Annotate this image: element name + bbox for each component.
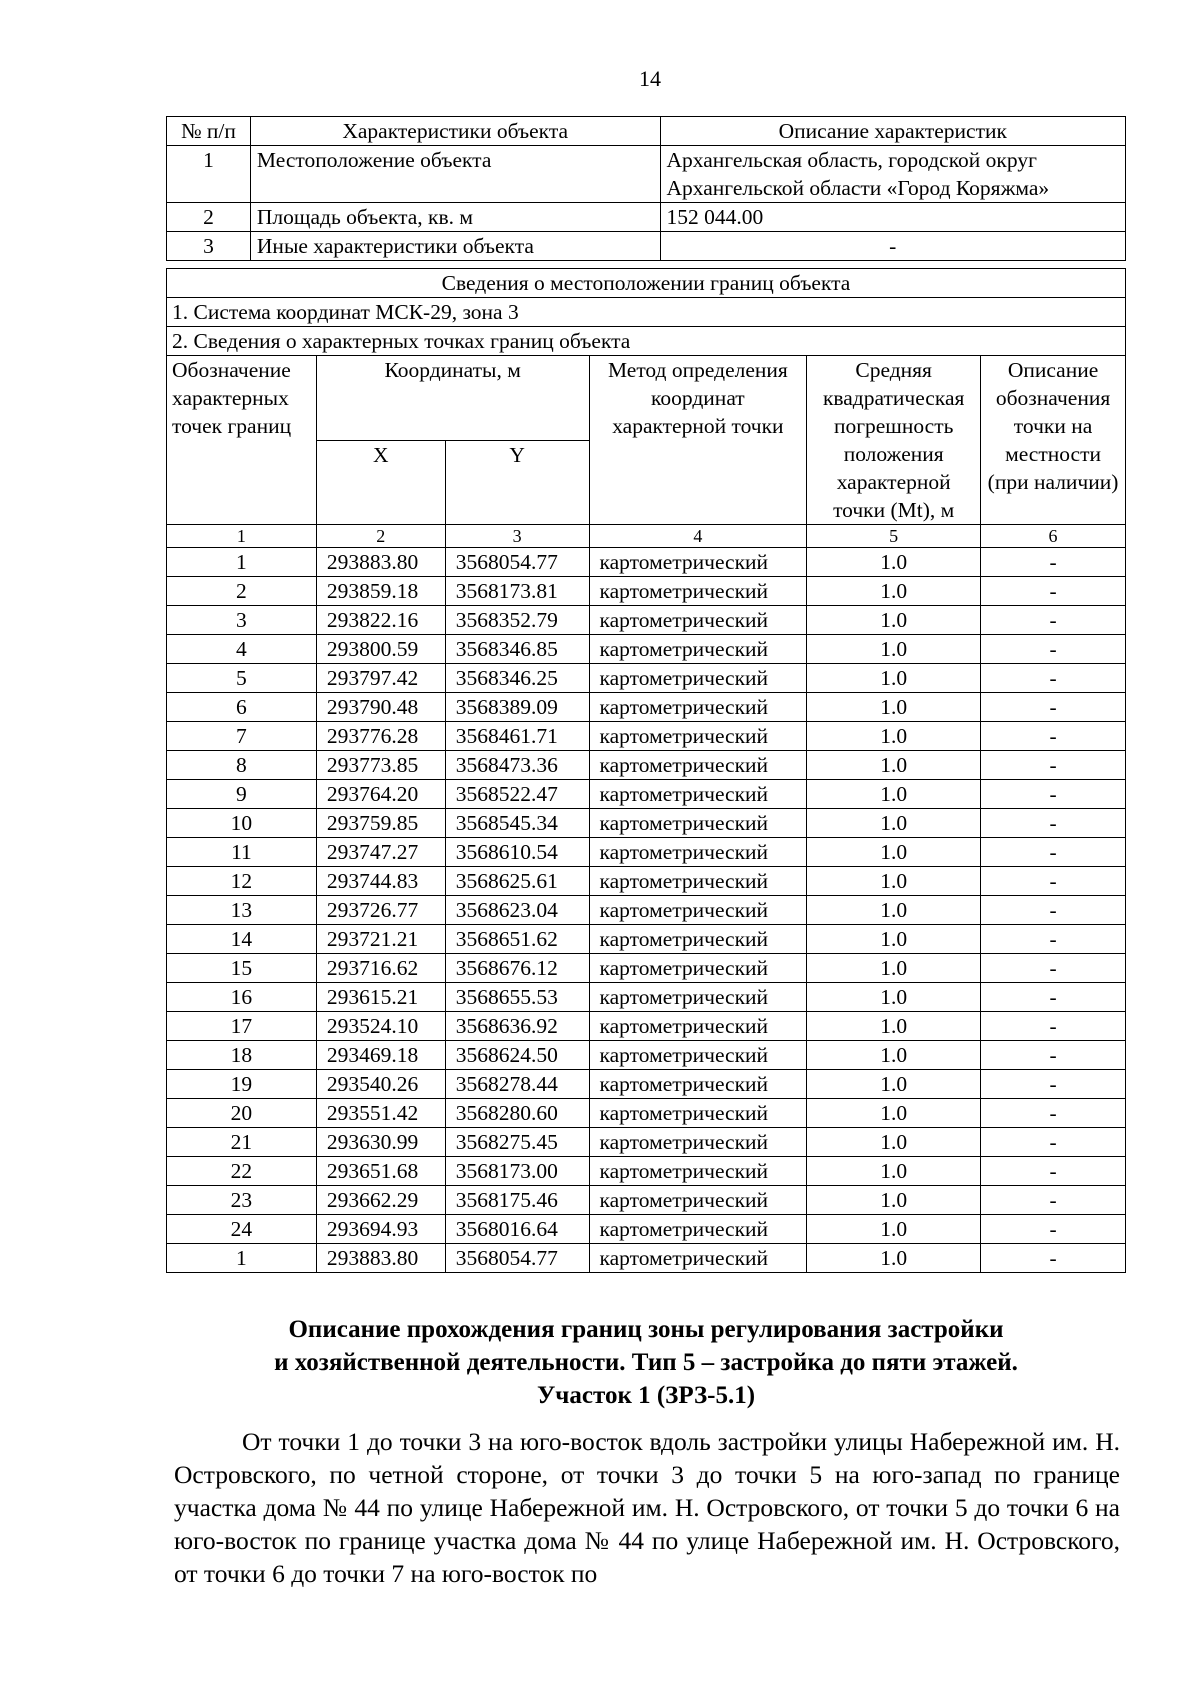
table-row: [167, 232, 1126, 261]
table-row: [167, 548, 1126, 577]
coord-y: 3568655.53: [445, 983, 589, 1012]
method: картометрический: [589, 664, 807, 693]
object-characteristics-table: [166, 116, 1126, 261]
method: картометрический: [589, 548, 807, 577]
point-id: 24: [167, 1215, 317, 1244]
coord-x: 293790.48: [316, 693, 445, 722]
mean-error: 1.0: [807, 693, 981, 722]
row-num: 2: [167, 203, 251, 232]
point-id: 1: [167, 1244, 317, 1273]
method: картометрический: [589, 925, 807, 954]
point-description: -: [981, 1099, 1126, 1128]
point-description: -: [981, 925, 1126, 954]
row-desc: -: [660, 232, 1126, 261]
table-row: [167, 1012, 1126, 1041]
table-row: [167, 577, 1126, 606]
coord-x: 293764.20: [316, 780, 445, 809]
mean-error: 1.0: [807, 1099, 981, 1128]
coord-x: 293551.42: [316, 1099, 445, 1128]
table-row: [167, 1215, 1126, 1244]
col-point-header: Обозначение характерных точек границ: [167, 356, 317, 525]
coord-y: 3568054.77: [445, 1244, 589, 1273]
table-row: [167, 1070, 1126, 1099]
point-description: -: [981, 1157, 1126, 1186]
point-description: -: [981, 1215, 1126, 1244]
table-row: [167, 838, 1126, 867]
page-number: 14: [639, 66, 661, 91]
coord-x: 293776.28: [316, 722, 445, 751]
table-row: [167, 664, 1126, 693]
coord-y: 3568346.25: [445, 664, 589, 693]
mean-error: 1.0: [807, 1070, 981, 1099]
mean-error: 1.0: [807, 1012, 981, 1041]
coord-x: 293744.83: [316, 867, 445, 896]
mean-error: 1.0: [807, 867, 981, 896]
point-id: 16: [167, 983, 317, 1012]
point-id: 12: [167, 867, 317, 896]
coord-x: 293773.85: [316, 751, 445, 780]
mean-error: 1.0: [807, 577, 981, 606]
column-number: 2: [316, 525, 445, 548]
section-title-line: Участок 1 (ЗРЗ-5.1): [536, 1382, 756, 1409]
coord-y: 3568545.34: [445, 809, 589, 838]
table-row: [167, 1041, 1126, 1070]
section-title-line: Описание прохождения границ зоны регулирования застройки: [288, 1316, 1004, 1343]
point-description: -: [981, 983, 1126, 1012]
col-y-header: Y: [445, 440, 589, 525]
coordinates-table: [166, 268, 1126, 1273]
coord-x: 293797.42: [316, 664, 445, 693]
coord-y: 3568624.50: [445, 1041, 589, 1070]
table-row: [167, 203, 1126, 232]
point-id: 1: [167, 548, 317, 577]
coord-y: 3568636.92: [445, 1012, 589, 1041]
mean-error: 1.0: [807, 1157, 981, 1186]
coord-y: 3568275.45: [445, 1128, 589, 1157]
coord-y: 3568651.62: [445, 925, 589, 954]
section-title-line: и хозяйственной деятельности. Тип 5 – застройка до пяти этажей.: [274, 1349, 1018, 1376]
column-number: 4: [589, 525, 807, 548]
coordinate-system: 1. Система координат МСК-29, зона 3: [167, 298, 1126, 327]
coord-x: 293469.18: [316, 1041, 445, 1070]
coord-x: 293651.68: [316, 1157, 445, 1186]
point-description: -: [981, 954, 1126, 983]
method: картометрический: [589, 1215, 807, 1244]
table-row: [167, 722, 1126, 751]
mean-error: 1.0: [807, 983, 981, 1012]
column-number: 3: [445, 525, 589, 548]
table-header-row: [167, 117, 1126, 146]
coord-y: 3568054.77: [445, 548, 589, 577]
row-desc: 152 044.00: [660, 203, 1126, 232]
table-row: [167, 983, 1126, 1012]
point-id: 6: [167, 693, 317, 722]
table-row: [167, 809, 1126, 838]
point-description: -: [981, 867, 1126, 896]
header-characteristics: Характеристики объекта: [250, 117, 660, 146]
mean-error: 1.0: [807, 1244, 981, 1273]
coord-x: 293540.26: [316, 1070, 445, 1099]
column-number: 5: [807, 525, 981, 548]
coord-y: 3568473.36: [445, 751, 589, 780]
coord-x: 293883.80: [316, 548, 445, 577]
coord-y: 3568676.12: [445, 954, 589, 983]
point-id: 9: [167, 780, 317, 809]
method: картометрический: [589, 577, 807, 606]
mean-error: 1.0: [807, 954, 981, 983]
coord-y: 3568389.09: [445, 693, 589, 722]
coord-x: 293883.80: [316, 1244, 445, 1273]
point-id: 13: [167, 896, 317, 925]
point-id: 14: [167, 925, 317, 954]
section-title: [166, 1313, 1126, 1412]
coord-x: 293759.85: [316, 809, 445, 838]
coord-x: 293694.93: [316, 1215, 445, 1244]
method: картометрический: [589, 1041, 807, 1070]
method: картометрический: [589, 693, 807, 722]
coord-y: 3568173.81: [445, 577, 589, 606]
coord-y: 3568280.60: [445, 1099, 589, 1128]
point-id: 23: [167, 1186, 317, 1215]
method: картометрический: [589, 809, 807, 838]
table-row: [167, 606, 1126, 635]
coord-y: 3568352.79: [445, 606, 589, 635]
point-id: 4: [167, 635, 317, 664]
method: картометрический: [589, 751, 807, 780]
mean-error: 1.0: [807, 1215, 981, 1244]
mean-error: 1.0: [807, 606, 981, 635]
method: картометрический: [589, 954, 807, 983]
method: картометрический: [589, 1244, 807, 1273]
table-row: [167, 635, 1126, 664]
col-x-header: X: [316, 440, 445, 525]
point-description: -: [981, 751, 1126, 780]
row-num: 1: [167, 146, 251, 203]
point-id: 8: [167, 751, 317, 780]
table-row: [167, 1099, 1126, 1128]
header-num: № п/п: [167, 117, 251, 146]
mean-error: 1.0: [807, 664, 981, 693]
method: картометрический: [589, 1128, 807, 1157]
column-number-row: [167, 525, 1126, 548]
mean-error: 1.0: [807, 548, 981, 577]
point-id: 19: [167, 1070, 317, 1099]
point-description: -: [981, 1244, 1126, 1273]
row-desc: Архангельская область, городской округ Архангельской области «Город Коряжма»: [660, 146, 1126, 203]
point-description: -: [981, 1070, 1126, 1099]
method: картометрический: [589, 606, 807, 635]
coord-y: 3568461.71: [445, 722, 589, 751]
table-row: [167, 867, 1126, 896]
row-name: Площадь объекта, кв. м: [250, 203, 660, 232]
mean-error: 1.0: [807, 838, 981, 867]
point-description: -: [981, 693, 1126, 722]
point-description: -: [981, 1128, 1126, 1157]
col-desc-header: Описание обозначения точки на местности (при наличии): [981, 356, 1126, 525]
method: картометрический: [589, 1099, 807, 1128]
point-id: 20: [167, 1099, 317, 1128]
point-id: 7: [167, 722, 317, 751]
table-row: [167, 693, 1126, 722]
table-row: [167, 751, 1126, 780]
point-description: -: [981, 722, 1126, 751]
header-description: Описание характеристик: [660, 117, 1126, 146]
coord-y: 3568278.44: [445, 1070, 589, 1099]
coord-x: 293721.21: [316, 925, 445, 954]
mean-error: 1.0: [807, 1128, 981, 1157]
point-id: 21: [167, 1128, 317, 1157]
row-name: Местоположение объекта: [250, 146, 660, 203]
coord-x: 293630.99: [316, 1128, 445, 1157]
method: картометрический: [589, 896, 807, 925]
mean-error: 1.0: [807, 722, 981, 751]
boundary-description-paragraph: От точки 1 до точки 3 на юго-восток вдоль застройки улицы Набережной им. Н. Островского, по четной стороне, от точки 3 до точки 5 на юго-запад по границе участка дома № 44 по улице Набережной им. Н. Островского, от точки 5 до точки 6 на юго-восток по границе участка дома № 44 по улице Набережной им. Н. Островского, от точки 6 до точки 7 на юго-восток по: [174, 1427, 1120, 1588]
coord-y: 3568623.04: [445, 896, 589, 925]
coordinates-body: [167, 548, 1126, 1273]
mean-error: 1.0: [807, 1041, 981, 1070]
mean-error: 1.0: [807, 751, 981, 780]
point-description: -: [981, 664, 1126, 693]
point-id: 17: [167, 1012, 317, 1041]
point-id: 2: [167, 577, 317, 606]
point-id: 18: [167, 1041, 317, 1070]
coord-x: 293615.21: [316, 983, 445, 1012]
mean-error: 1.0: [807, 780, 981, 809]
mean-error: 1.0: [807, 1186, 981, 1215]
coord-x: 293662.29: [316, 1186, 445, 1215]
point-description: -: [981, 896, 1126, 925]
coord-y: 3568175.46: [445, 1186, 589, 1215]
coord-x: 293859.18: [316, 577, 445, 606]
point-id: 22: [167, 1157, 317, 1186]
table-row: [167, 954, 1126, 983]
point-description: -: [981, 838, 1126, 867]
method: картометрический: [589, 1157, 807, 1186]
coord-y: 3568173.00: [445, 1157, 589, 1186]
coord-x: 293747.27: [316, 838, 445, 867]
coord-y: 3568016.64: [445, 1215, 589, 1244]
coord-x: 293800.59: [316, 635, 445, 664]
table-row: [167, 925, 1126, 954]
point-description: -: [981, 548, 1126, 577]
point-description: -: [981, 1186, 1126, 1215]
method: картометрический: [589, 983, 807, 1012]
coord-x: 293524.10: [316, 1012, 445, 1041]
point-description: -: [981, 606, 1126, 635]
coord-y: 3568625.61: [445, 867, 589, 896]
table-row: [167, 896, 1126, 925]
mean-error: 1.0: [807, 896, 981, 925]
point-description: -: [981, 635, 1126, 664]
table-row: [167, 146, 1126, 203]
method: картометрический: [589, 722, 807, 751]
point-id: 15: [167, 954, 317, 983]
coord-y: 3568610.54: [445, 838, 589, 867]
method: картометрический: [589, 867, 807, 896]
method: картометрический: [589, 1186, 807, 1215]
col-coords-header: Координаты, м: [316, 356, 589, 441]
method: картометрический: [589, 838, 807, 867]
col-error-header: Средняя квадратическая погрешность положения характерной точки (Mt), м: [807, 356, 981, 525]
point-id: 10: [167, 809, 317, 838]
point-description: -: [981, 1041, 1126, 1070]
table-row: [167, 1186, 1126, 1215]
point-description: -: [981, 1012, 1126, 1041]
mean-error: 1.0: [807, 925, 981, 954]
coords-title: Сведения о местоположении границ объекта: [167, 269, 1126, 298]
point-description: -: [981, 780, 1126, 809]
table-row: [167, 1157, 1126, 1186]
col-method-header: Метод определения координат характерной точки: [589, 356, 807, 525]
coord-x: 293822.16: [316, 606, 445, 635]
method: картометрический: [589, 1012, 807, 1041]
points-caption: 2. Сведения о характерных точках границ объекта: [167, 327, 1126, 356]
column-number: 1: [167, 525, 317, 548]
table-row: [167, 1128, 1126, 1157]
coord-x: 293726.77: [316, 896, 445, 925]
method: картометрический: [589, 780, 807, 809]
point-description: -: [981, 809, 1126, 838]
coord-y: 3568346.85: [445, 635, 589, 664]
point-id: 5: [167, 664, 317, 693]
point-id: 3: [167, 606, 317, 635]
mean-error: 1.0: [807, 809, 981, 838]
point-description: -: [981, 577, 1126, 606]
table-row: [167, 780, 1126, 809]
row-name: Иные характеристики объекта: [250, 232, 660, 261]
table-row: [167, 1244, 1126, 1273]
coord-y: 3568522.47: [445, 780, 589, 809]
coord-x: 293716.62: [316, 954, 445, 983]
point-id: 11: [167, 838, 317, 867]
row-num: 3: [167, 232, 251, 261]
mean-error: 1.0: [807, 635, 981, 664]
column-number: 6: [981, 525, 1126, 548]
method: картометрический: [589, 635, 807, 664]
method: картометрический: [589, 1070, 807, 1099]
